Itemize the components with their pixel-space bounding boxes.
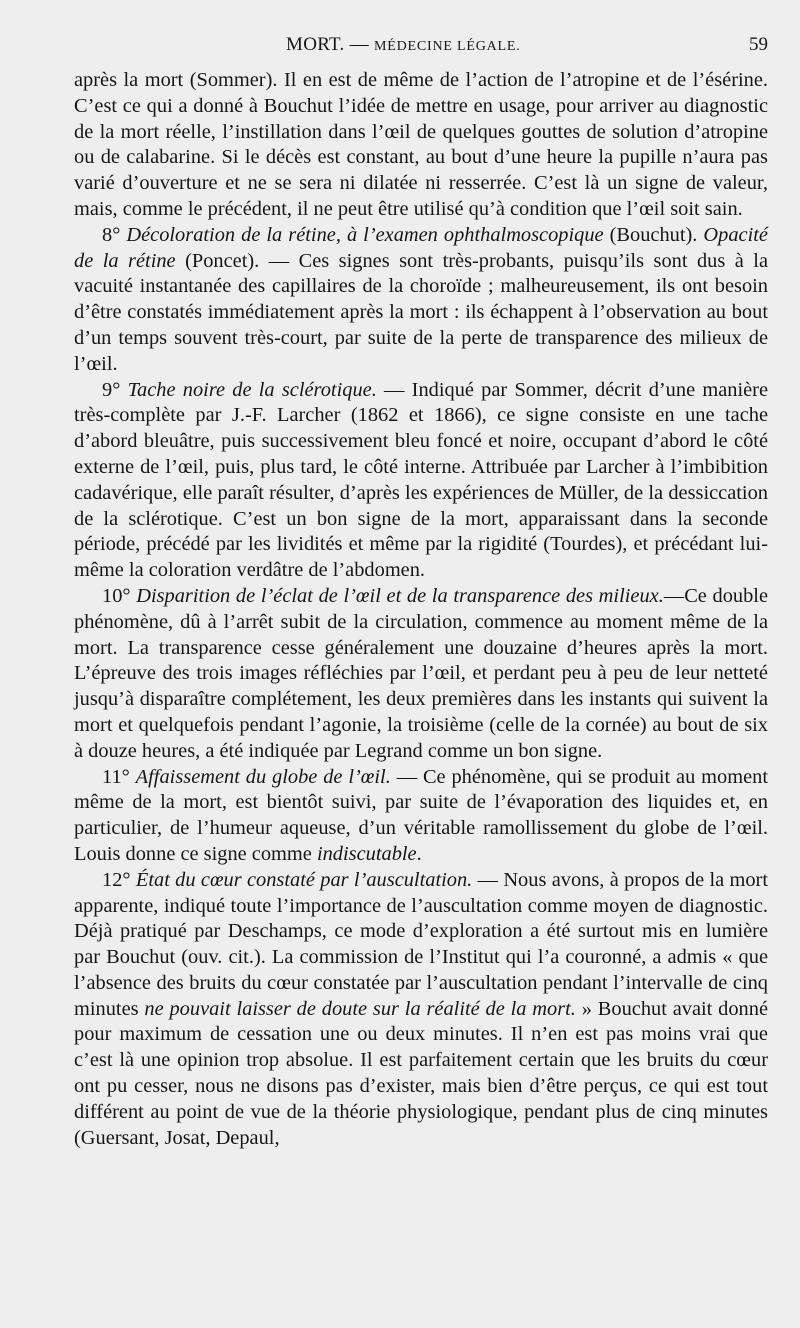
italic-text: Opacité de la rétine: [74, 223, 768, 272]
text-run: — Indiqué par Sommer, décrit d’une manière très-complète par J.-F. Larcher (1862 et 1866), ce signe consiste en une tache d’abord bleuâtre, puis successivement bleu foncé et noire, occupant d’abord le côté externe de l’œil, puis, plus tard, le côté interne. Attribuée par Larcher à l’imbibition cadavérique, elle paraît résulter, d’après les expériences de Müller, de la dessiccation de la sclérotique. C’est un bon signe de la mort, apparaissant dans la seconde période, précédé par les lividités et même par la rigidité (Tourdes), et précédant lui-même la coloration verdâtre de l’abdomen.: [74, 378, 769, 582]
italic-text: indiscutable: [316, 842, 417, 865]
text-run: —Ce double phénomène, dû à l’arrêt subit de la circulation, commence au moment même de la mort. La transparence cesse généralement une douzaine d’heures après la mort. L’épreuve des trois images réfléchies par l’œil, et perdant peu à peu de leur netteté jusqu’à disparaître complétement, les deux premières dans les instants qui suivent la mort et quelquefois pendant l’agonie, la troisième (celle de la cornée) au bout de six à douze heures, a été indiquée par Legrand comme un bon signe.: [74, 584, 768, 762]
text-run: 12°: [102, 868, 136, 891]
paragraph: [74, 584, 768, 765]
header-title-main: MORT.: [286, 34, 345, 55]
paragraph: [74, 68, 768, 223]
text-run: 10°: [102, 584, 137, 607]
text-run: — Ce phénomène, qui se produit au moment même de la mort, est bientôt suivi, par suite de l’évaporation des liquides et, en particulier, de l’humeur aqueuse, d’un véritable ramollissement du globe de l’œil. Louis donne ce signe comme: [74, 765, 768, 865]
italic-text: Disparition de l’éclat de l’œil et de la transparence des milieux.: [136, 584, 664, 607]
running-header: [0, 34, 800, 64]
text-run: 11°: [102, 765, 136, 788]
paragraph: [74, 223, 768, 378]
header-title-separator: —: [344, 34, 374, 55]
paragraph: [74, 868, 768, 1152]
text-run: — Nous avons, à propos de la mort apparente, indiqué toute l’importance de l’auscultation comme moyen de diagnostic. Déjà pratiqué par Deschamps, ce mode d’exploration a été surtout mis en lumière par Bouchut (ouv. cit.). La commission de l’Institut qui l’a couronné, a admis « que l’absence des bruits du cœur constatée par l’auscultation pendant l’intervalle de cinq minutes: [74, 868, 769, 1020]
header-title-sub: MÉDECINE LÉGALE.: [374, 39, 521, 54]
text-run: .: [416, 842, 422, 865]
text-run: 9°: [102, 378, 128, 401]
header-title: [286, 34, 521, 56]
italic-text: Affaissement du globe de l’œil.: [135, 765, 391, 788]
italic-text: Tache noire de la sclérotique.: [127, 378, 377, 401]
text-run: (Poncet). — Ces signes sont très-probants, puisqu’ils sont dus à la vacuité instantanée des capillaires de la choroïde ; malheureusement, ils ont besoin d’être constatés immédiatement après la mort : ils échappent à l’observation au bout d’un temps souvent très-court, par suite de la perte de transparence des milieux de l’œil.: [74, 249, 769, 375]
text-run: (Bouchut).: [603, 223, 704, 246]
body-text: [74, 68, 768, 1151]
text-run: 8°: [102, 223, 127, 246]
paragraph: [74, 765, 768, 868]
text-run: après la mort (Sommer). Il en est de même de l’action de l’atropine et de l’ésérine. C’est ce qui a donné à Bouchut l’idée de mettre en usage, pour arriver au diagnostic de la mort réelle, l’instillation dans l’œil de quelques gouttes de solution d’atropine ou de calabarine. Si le décès est constant, au bout d’une heure la pupille n’aura pas varié d’ouverture et ne se sera ni dilatée ni resserrée. C’est là un signe de valeur, mais, comme le précédent, il ne peut être utilisé qu’à condition que l’œil soit sain.: [74, 69, 768, 220]
paragraph: [74, 378, 768, 584]
italic-text: Décoloration de la rétine, à l’examen ophthalmoscopique: [126, 223, 604, 246]
italic-text: État du cœur constaté par l’auscultation.: [135, 868, 473, 891]
page-number: 59: [749, 34, 768, 55]
text-run: » Bouchut avait donné pour maximum de cessation une ou deux minutes. Il n’en est pas moins vrai que c’est là une opinion trop absolue. Il est parfaitement certain que les bruits du cœur ont pu cesser, nous ne disons pas d’exister, mais bien d’être perçus, ce qui est tout différent au point de vue de la théorie physiologique, pendant plus de cinq minutes (Guersant, Josat, Depaul,: [74, 997, 768, 1149]
italic-text: ne pouvait laisser de doute sur la réalité de la mort.: [144, 997, 576, 1020]
